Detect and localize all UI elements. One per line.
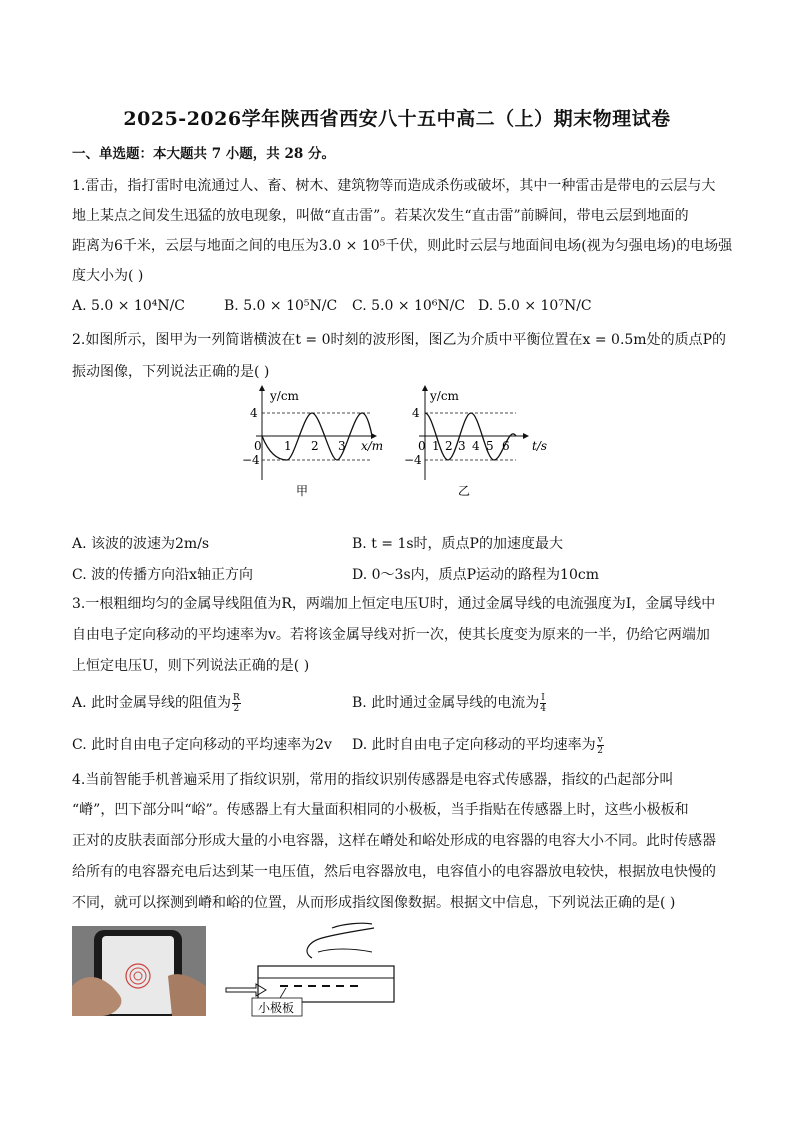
question-text-line: 上恒定电压U，则下列说法正确的是( ): [72, 658, 310, 674]
question-text-line: 度大小为( ): [72, 268, 144, 284]
x-tick: 1: [432, 439, 440, 453]
x-tick: 4: [472, 439, 480, 453]
y-tick-pos: 4: [412, 406, 420, 420]
x-axis-label: t/s: [532, 439, 548, 453]
x-tick: 2: [311, 439, 319, 453]
y-tick-neg: −4: [242, 453, 260, 467]
page-title: 2025-2026学年陕西省西安八十五中高二（上）期末物理试卷: [123, 108, 671, 130]
fraction: [232, 693, 241, 714]
fraction-numerator: I: [541, 692, 545, 703]
wave-graph-jia: [242, 386, 383, 498]
option-b[interactable]: B. t = 1s时，质点P的加速度最大: [352, 536, 563, 552]
question-text-line: 距离为6千米，云层与地面之间的电压为3.0 × 10⁵千伏，则此时云层与地面间电场(视为匀强电场)的电场强: [72, 238, 733, 254]
plate-label: 小极板: [258, 1001, 295, 1015]
question-text-line: 不同，就可以探测到嵴和峪的位置，从而形成指纹图像数据。根据文中信息，下列说法正确的是( ): [72, 895, 676, 911]
fraction: [540, 693, 546, 714]
y-tick-pos: 4: [250, 406, 258, 420]
option-d[interactable]: D. 0～3s内，质点P运动的路程为10cm: [352, 567, 599, 583]
figure-caption: 乙: [458, 484, 471, 498]
question-text-line: 正对的皮肤表面部分形成大量的小电容器，这样在嵴处和峪处形成的电容器的电容大小不同。此时传感器: [72, 833, 716, 849]
figure-caption: 甲: [296, 484, 309, 498]
y-axis-label: y/cm: [270, 389, 299, 403]
option-d[interactable]: [352, 734, 605, 756]
option-c[interactable]: C. 波的传播方向沿x轴正方向: [72, 567, 254, 583]
question-text-line: 地上某点之间发生迅猛的放电现象，叫做“直击雷”。若某次发生“直击雷”前瞬间，带电云层到地面的: [72, 208, 689, 224]
x-tick: 2: [445, 439, 453, 453]
question-text-line: 3.一根粗细均匀的金属导线阻值为R，两端加上恒定电压U时，通过金属导线的电流强度为I，金属导线中: [72, 596, 716, 612]
option-c[interactable]: C. 此时自由电子定向移动的平均速率为2v: [72, 737, 332, 753]
option-b[interactable]: B. 5.0 × 10⁵N/C: [224, 298, 338, 314]
question-text-line: 自由电子定向移动的平均速率为v。若将该金属导线对折一次，使其长度变为原来的一半，仍给它两端加: [72, 627, 710, 643]
question-text-line: “嵴”，凹下部分叫“峪”。传感器上有大量面积相同的小极板，当手指贴在传感器上时，这些小极板和: [72, 802, 689, 818]
x-tick: 0: [418, 439, 426, 453]
x-tick: 0: [254, 439, 262, 453]
option-a-text: A. 此时金属导线的阻值为: [72, 695, 232, 711]
option-d-text: D. 此时自由电子定向移动的平均速率为: [352, 737, 596, 753]
x-tick: 3: [458, 439, 466, 453]
section-heading: 一、单选题：本大题共 7 小题，共 28 分。: [72, 146, 335, 162]
y-axis-label: y/cm: [430, 389, 459, 403]
question-text-line: 给所有的电容器充电后达到某一电压值，然后电容器放电，电容值小的电容器放电较快，根据放电快慢的: [72, 864, 716, 880]
option-d[interactable]: D. 5.0 × 10⁷N/C: [478, 298, 592, 314]
x-tick: 5: [486, 439, 494, 453]
option-a[interactable]: A. 5.0 × 10⁴N/C: [72, 298, 186, 314]
fraction: [597, 735, 604, 756]
vibration-graph-yi: [404, 386, 547, 498]
option-b-text: B. 此时通过金属导线的电流为: [352, 695, 540, 711]
question-text-line: 4.当前智能手机普遍采用了指纹识别，常用的指纹识别传感器是电容式传感器，指纹的凸起部分叫: [72, 772, 674, 788]
fraction-numerator: v: [597, 734, 603, 745]
fraction-denominator: 4: [540, 703, 546, 714]
sensor-diagram: [222, 922, 422, 1022]
x-tick: 6: [502, 439, 510, 453]
x-axis-label: x/m: [361, 439, 384, 453]
question-text-line: 振动图像，下列说法正确的是( ): [72, 364, 270, 380]
option-c[interactable]: C. 5.0 × 10⁶N/C: [352, 298, 466, 314]
option-b[interactable]: [352, 692, 547, 714]
phone-fingerprint-photo: [72, 926, 206, 1016]
x-tick: 3: [338, 439, 346, 453]
fraction-numerator: R: [233, 692, 240, 703]
fraction-denominator: 2: [597, 745, 604, 756]
option-a[interactable]: [72, 692, 242, 714]
y-tick-neg: −4: [404, 453, 422, 467]
option-a[interactable]: A. 该波的波速为2m/s: [72, 536, 210, 552]
question-text-line: 1.雷击，指打雷时电流通过人、畜、树木、建筑物等而造成杀伤或破坏，其中一种雷击是带电的云层与大: [72, 178, 716, 194]
fraction-denominator: 2: [233, 703, 240, 714]
question-text-line: 2.如图所示，图甲为一列简谐横波在t = 0时刻的波形图，图乙为介质中平衡位置在x = 0.5m处的质点P的: [72, 332, 727, 348]
x-tick: 1: [284, 439, 292, 453]
wave-figures: [0, 380, 794, 510]
